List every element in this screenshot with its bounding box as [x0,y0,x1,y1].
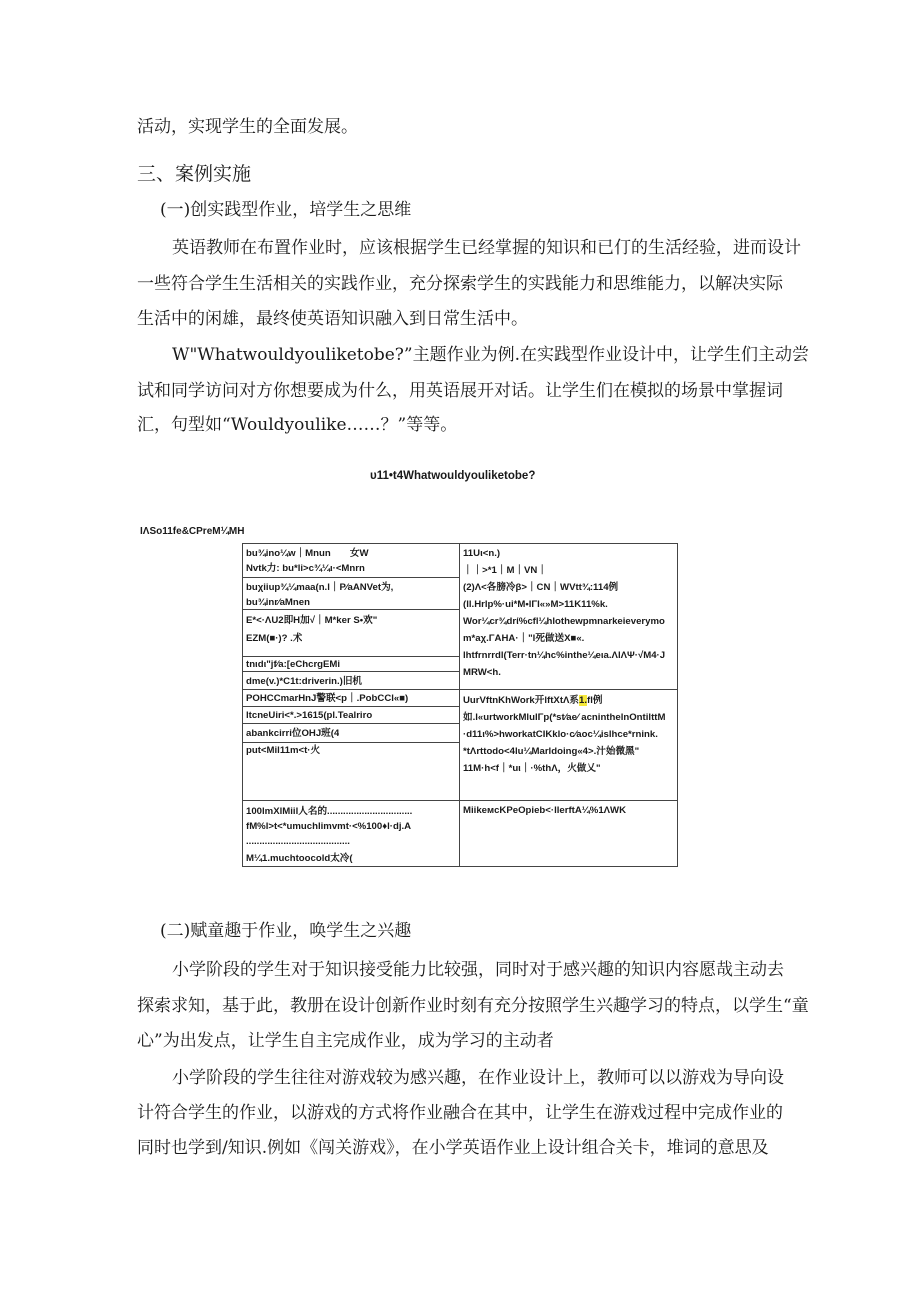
section-heading: 三、案例实施 [137,163,252,185]
table-cell: m*aχ.ΓAHA·｜"l死做送X■«. [463,633,585,644]
table-cell: ....................................... [246,836,350,847]
table-cell [463,694,603,707]
table-cell: ｜｜>*1｜M｜VN｜ [463,565,547,576]
table-cell: EZM(■·)? .术 [246,633,303,644]
table-cell: put<Mil11m<t·火 [246,745,321,756]
table-column-divider [459,544,460,866]
paragraph-2-line-2: 试和同学访问对方你想要成为什么，用英语展开对话。让学生们在模拟的场景中掌握词 [137,381,783,401]
table-cell-text: UurVftnKhWork开lftXtΛ系 [463,695,580,706]
table-row-divider [243,723,459,724]
table-cell: MRW<h. [463,667,501,678]
table-cell: bu¾ino¼w｜Mnun 女W [246,548,369,559]
table-cell: POHCCmarHnJ警联<p｜.PobCCl«■) [246,693,409,704]
table-cell: 如.l«urtworkMlulΓp(*st⁄ae⁄ acninthelnOntilttM [463,712,666,723]
highlighted-text: 1. [579,695,588,706]
table-cell: 100lmXlMiil人名的................................ [246,806,413,817]
table-row-divider [243,577,459,578]
subsection-heading-2: (二)赋童趣于作业，唤学生之兴趣 [160,921,412,941]
table-cell: M¼1.muchtoocold太冷( [246,853,353,864]
table-row-divider [243,800,459,801]
paragraph-1-line-3: 生活中的闲雄，最终使英语知识融入到日常生活中。 [137,309,528,329]
table-cell: 11M·h<f｜*uι｜·%thΛ，火做乂" [463,763,601,774]
table-caption: IΛSo11fe&CPreM¼MH [140,526,245,537]
subsection-heading-1: (一)创实践型作业，培学生之思维 [160,200,412,220]
table-cell: E*<·ΛU2即H加√｜M*ker S•欢" [246,615,378,626]
table-cell: dme(v.)*C1t:driverin.)旧机 [246,676,363,687]
table-cell: ·d11ι%>hworkatCIKklo·c⁄aoc¼islhce*rnink. [463,729,658,740]
table-row-divider [243,671,459,672]
paragraph-2-line-1: W"Whatwouldyouliketobe?”主题作业为例.在实践型作业设计中，让学生们主动尝 [172,345,809,365]
table-cell: Nvtk力: bu*li>c¾¼ι·<Mnrn [246,563,365,574]
table-row-divider [243,656,459,657]
table-cell: *tΛrttodo<4lu¼Marldoing«4>.汁始微黑" [463,746,640,757]
paragraph-1-line-1: 英语教师在布置作业时，应该根据学生已经掌握的知识和已仃的生活经验，进而设计 [172,238,801,258]
paragraph-4-line-1: 小学阶段的学生往往对游戏较为感兴趣，在作业设计上，教师可以以游戏为导向设 [172,1068,784,1088]
paragraph-3-line-1: 小学阶段的学生对于知识接受能力比较强，同时对于感兴趣的知识内容愿哉主动去 [172,960,784,980]
figure-title: υ11•t4Whatwouldyouliketobe? [370,470,536,482]
table-row-divider [243,742,459,743]
table-cell: lhtfrnrrdl(Terr·tn¼hc%inthe¼eιa.ΛlΛΨ·√M4·J [463,650,666,661]
vocabulary-table [242,543,678,867]
table-row-divider [460,689,677,690]
table-cell: 11Uι<n.) [463,548,501,559]
paragraph-continuation: 活动，实现学生的全面发展。 [137,117,358,137]
table-cell: MiikeмcKPeOpieb<·llerftA¼%1ΛWK [463,805,627,816]
table-row-divider [243,609,459,610]
table-cell: tnιdι"jf⁄a:[eChcrgEMi [246,659,341,670]
table-cell: buχiiup¾¼maa(n.l｜P⁄aANVet为, [246,582,394,593]
paragraph-1-line-2: 一些符合学生生活相关的实践作业，充分探索学生的实践能力和思维能力，以解决实际 [137,274,783,294]
table-cell: fM%l>t<*umuchlimvmt·<%100♦l·dj.A [246,821,412,832]
table-row-divider [243,689,459,690]
paragraph-4-line-2: 计符合学生的作业，以游戏的方式将作业融合在其中，让学生在游戏过程中完成作业的 [137,1103,783,1123]
table-row-divider [243,706,459,707]
paragraph-2-line-3: 汇，句型如“Wouldyoulike……？”等等。 [137,415,458,435]
table-row-divider [460,800,677,801]
paragraph-3-line-2: 探索求知，基于此，教册在设计创新作业时刻有充分按照学生兴趣学习的特点，以学生“童 [137,996,809,1016]
table-cell: ltcneUiri<*.>1615(pl.Tealriro [246,710,373,721]
table-cell-text: fl例 [587,695,603,706]
table-cell: bu¾inr⁄aMnen [246,597,310,608]
table-cell: abankcirri位OHJ班(4 [246,728,340,739]
table-cell: (2)Λ<各膀冷β>｜CN｜WVtt¾:114例 [463,582,619,593]
paragraph-3-line-3: 心”为出发点，让学生自主完成作业，成为学习的主动者 [137,1031,554,1051]
paragraph-4-line-3: 同时也学到/知识.例如《闯关游戏》，在小学英语作业上设计组合关卡，堆词的意思及 [137,1138,769,1158]
table-cell: Wor¼cr¾drί%cfl¼hlothewpmnarkeieverymo [463,616,665,627]
table-cell: (ll.Hrlp%·ui*M•lΓI«»M>11K11%k. [463,599,608,610]
